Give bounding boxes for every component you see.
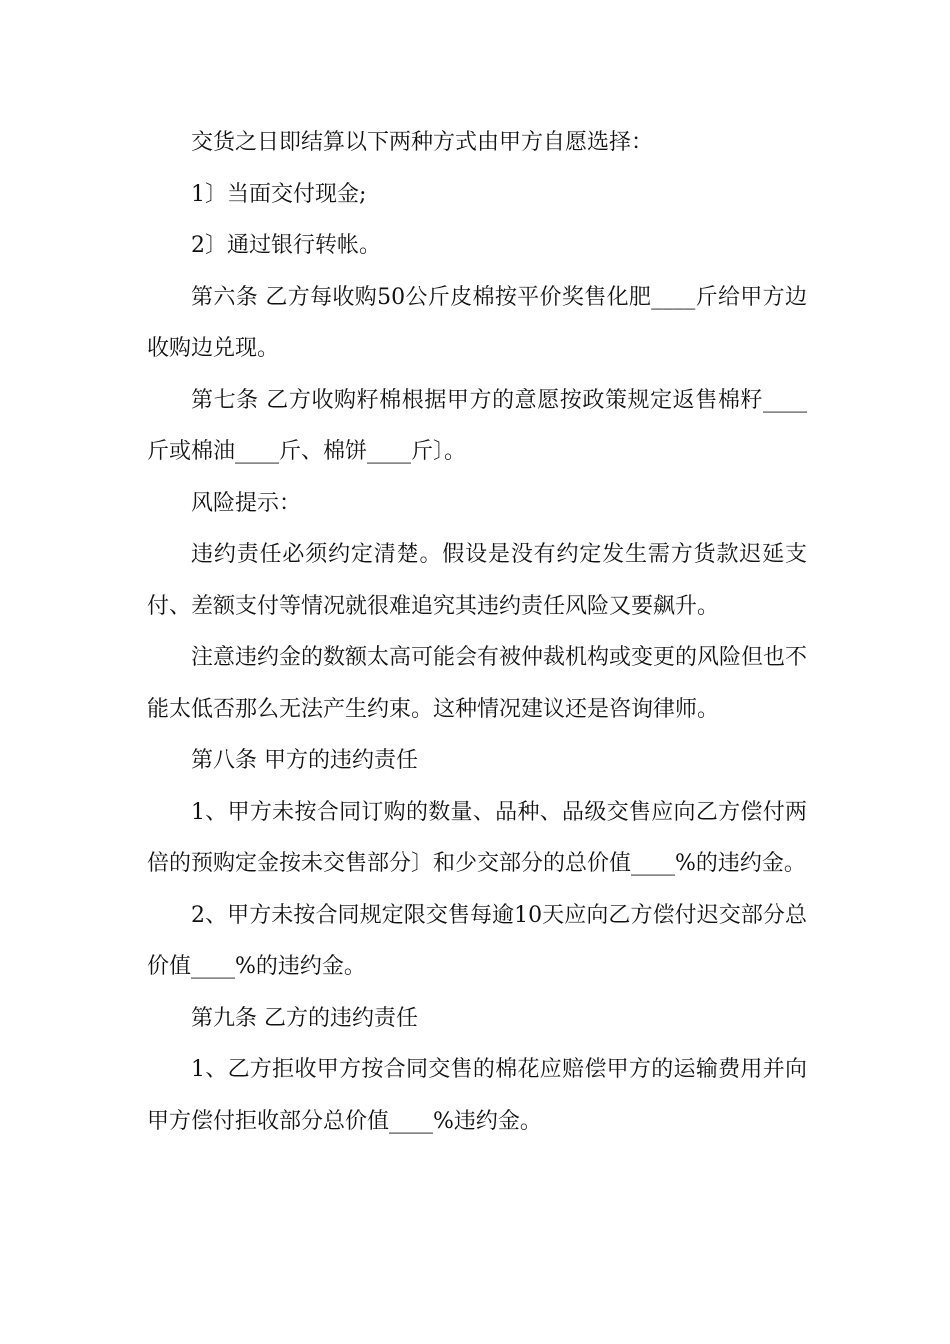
paragraph-risk-heading: 风险提示：: [191, 490, 302, 516]
paragraph-risk-liability: 违约责任必须约定清楚。假设是没有约定发生需方货款迟延支付、差额支付等情况就很难追究其违约责任风险又要飙升。: [147, 542, 807, 619]
paragraph-article-6: 第六条 乙方每收购50公斤皮棉按平价奖售化肥____斤给甲方边收购边兑现。: [147, 284, 807, 361]
paragraph-article-8-item-2: 2、甲方未按合同规定限交售每逾10天应向乙方偿付迟交部分总价值____%的违约金。: [147, 902, 807, 979]
paragraph-bank-transfer: 2〕通过银行转帐。: [191, 233, 381, 258]
paragraph-settlement-methods: 交货之日即结算以下两种方式由甲方自愿选择：: [191, 130, 654, 155]
paragraph-article-8-heading: 第八条 甲方的违约责任: [191, 748, 418, 773]
paragraph-article-7: 第七条 乙方收购籽棉根据甲方的意愿按政策规定返售棉籽____斤或棉油____斤、棉饼____斤〕。: [147, 387, 807, 464]
paragraph-article-9-item-1: 1、乙方拒收甲方按合同交售的棉花应赔偿甲方的运输费用并向甲方偿付拒收部分总价值____%违约金。: [147, 1057, 807, 1134]
paragraph-article-9-heading: 第九条 乙方的违约责任: [191, 1005, 418, 1031]
paragraph-cash-payment: 1〕当面交付现金;: [191, 181, 367, 207]
paragraph-article-8-item-1: 1、甲方未按合同订购的数量、品种、品级交售应向乙方偿付两倍的预购定金按未交售部分〕和少交部分的总价值____%的违约金。: [147, 799, 807, 876]
paragraph-risk-penalty: 注意违约金的数额太高可能会有被仲裁机构或变更的风险但也不能太低否那么无法产生约束。这种情况建议还是咨询律师。: [147, 645, 808, 722]
